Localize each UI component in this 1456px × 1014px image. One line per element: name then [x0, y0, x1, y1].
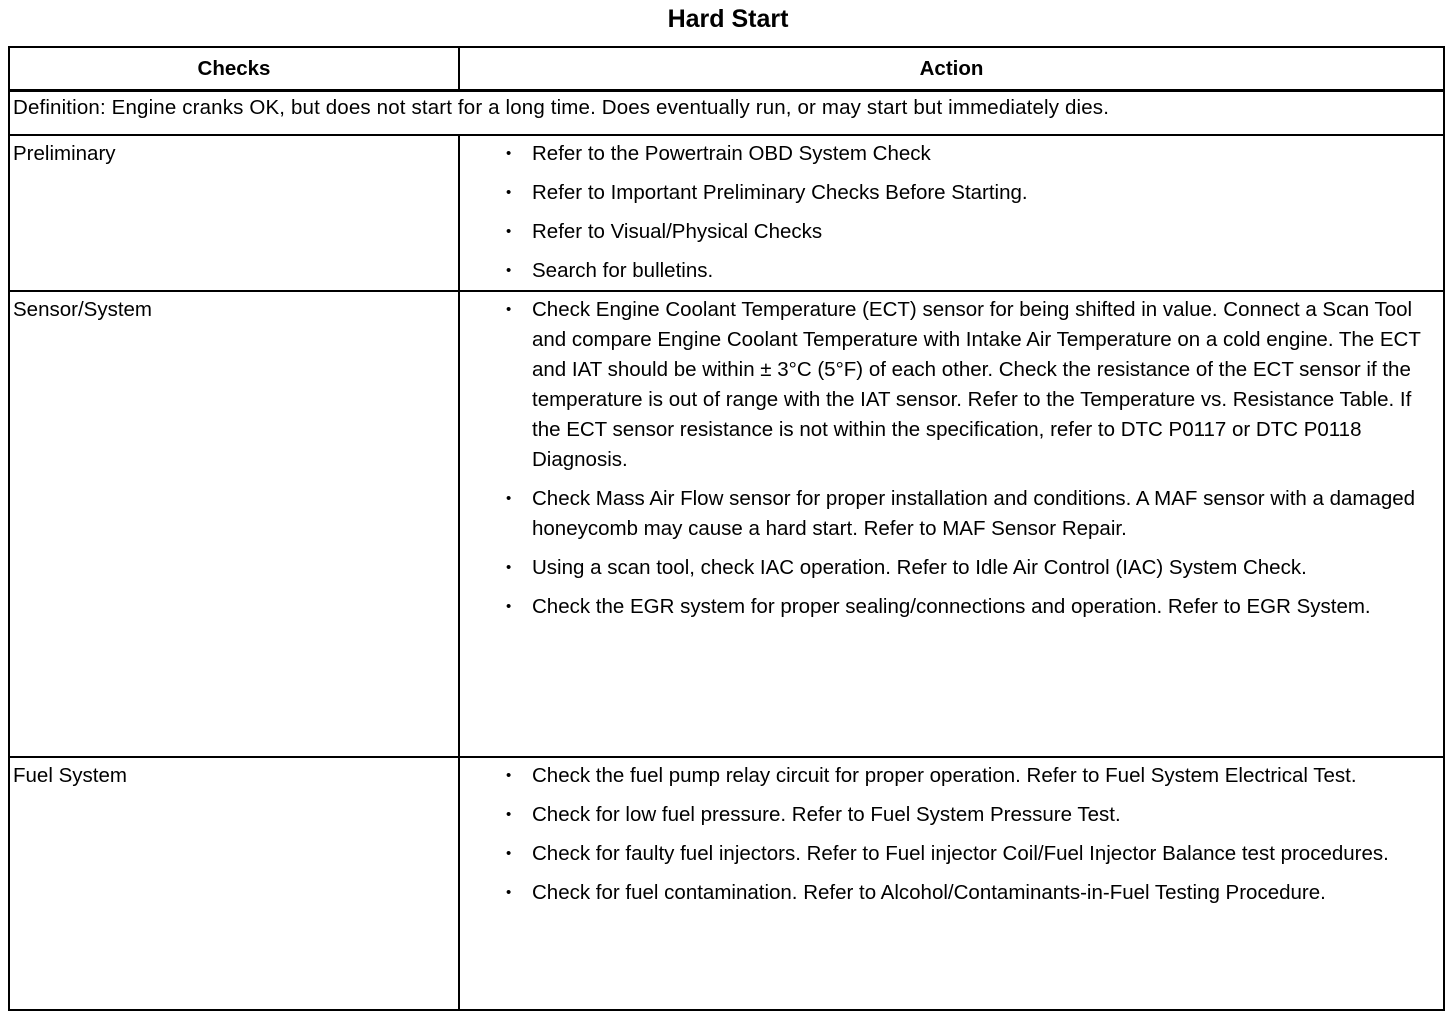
bullet-icon: • [506, 223, 512, 240]
bullet-icon: • [506, 301, 512, 318]
action-text: Refer to the Powertrain OBD System Check [532, 142, 931, 165]
action-list [460, 761, 1437, 908]
bullet-icon: • [506, 184, 512, 201]
bullet-icon: • [506, 490, 512, 507]
action-text: Check for faulty fuel injectors. Refer to Fuel injector Coil/Fuel Injector Balance test procedures. [532, 842, 1389, 865]
action-text: Check Engine Coolant Temperature (ECT) sensor for being shifted in value. Connect a Scan Tool and compare Engine Coolant Temperature with Intake Air Temperature on a cold engine. The ECT and IAT should be within ± 3°C (5°F) of each other. Check the resistance of the ECT sensor if the temperature is out of range with the IAT sensor. Refer to the Temperature vs. Resistance Table. If the ECT sensor resistance is not within the specification, refer to DTC P0117 or DTC P0118 Diagnosis. [532, 298, 1421, 471]
action-text: Check the fuel pump relay circuit for proper operation. Refer to Fuel System Electrical Test. [532, 764, 1357, 787]
bullet-icon: • [506, 767, 512, 784]
table-header-row [9, 47, 1444, 91]
action-list [460, 139, 1437, 286]
check-label-sensor-system: Sensor/System [9, 291, 459, 757]
header-checks: Checks [9, 47, 459, 91]
action-item [460, 139, 1437, 169]
action-item [460, 295, 1437, 475]
definition-text: Definition: Engine cranks OK, but does not start for a long time. Does eventually run, or may start but immediately dies. [9, 91, 1444, 136]
action-cell [459, 135, 1444, 291]
action-text: Search for bulletins. [532, 259, 714, 282]
bullet-icon: • [506, 598, 512, 615]
action-item [460, 484, 1437, 544]
action-cell [459, 757, 1444, 1010]
action-item [460, 553, 1437, 583]
bullet-icon: • [506, 559, 512, 576]
action-text: Check the EGR system for proper sealing/connections and operation. Refer to EGR System. [532, 595, 1371, 618]
table-row [9, 291, 1444, 757]
action-text: Refer to Visual/Physical Checks [532, 220, 823, 243]
action-text: Refer to Important Preliminary Checks Before Starting. [532, 181, 1028, 204]
table-row [9, 757, 1444, 1010]
bullet-icon: • [506, 884, 512, 901]
action-item [460, 592, 1437, 622]
action-item [460, 878, 1437, 908]
bullet-icon: • [506, 845, 512, 862]
bullet-icon: • [506, 262, 512, 279]
table-row [9, 135, 1444, 291]
action-item [460, 839, 1437, 869]
bullet-icon: • [506, 806, 512, 823]
action-cell [459, 291, 1444, 757]
bullet-icon: • [506, 145, 512, 162]
action-text: Check Mass Air Flow sensor for proper installation and conditions. A MAF sensor with a damaged honeycomb may cause a hard start. Refer to MAF Sensor Repair. [532, 487, 1416, 540]
action-item [460, 178, 1437, 208]
action-item [460, 761, 1437, 791]
action-text: Check for fuel contamination. Refer to Alcohol/Contaminants-in-Fuel Testing Procedure. [532, 881, 1326, 904]
diagnostic-table [8, 46, 1445, 1011]
action-text: Check for low fuel pressure. Refer to Fuel System Pressure Test. [532, 803, 1121, 826]
action-text: Using a scan tool, check IAC operation. Refer to Idle Air Control (IAC) System Check. [532, 556, 1307, 579]
check-label-preliminary: Preliminary [9, 135, 459, 291]
action-list [460, 295, 1437, 622]
action-item [460, 256, 1437, 286]
action-item [460, 217, 1437, 247]
page-title: Hard Start [667, 5, 789, 33]
action-item [460, 800, 1437, 830]
definition-row [9, 91, 1444, 136]
check-label-fuel-system: Fuel System [9, 757, 459, 1010]
header-action: Action [459, 47, 1444, 91]
